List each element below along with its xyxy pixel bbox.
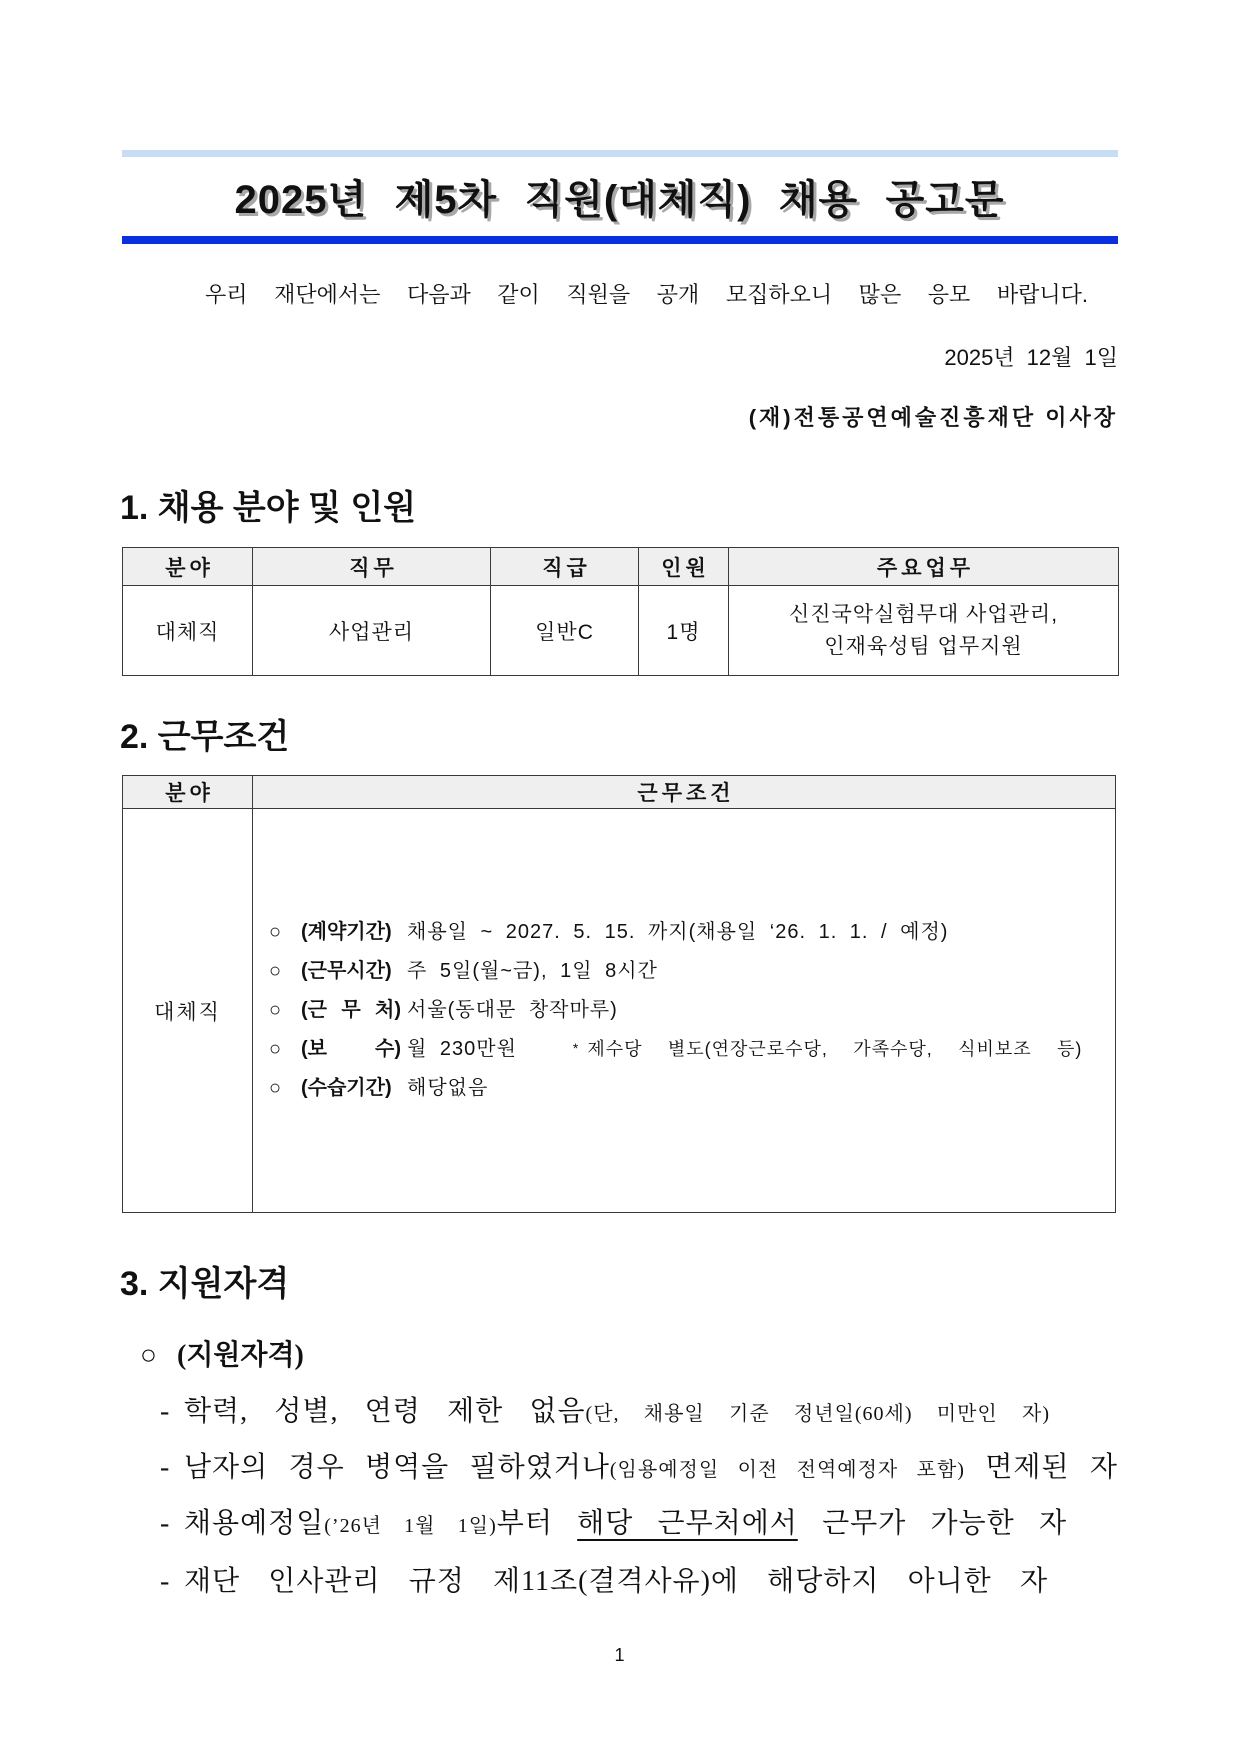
dash-bullet: - xyxy=(160,1396,170,1427)
duty-line: 신진국악실험무대 사업관리, xyxy=(788,602,1059,626)
cell-field: 대체직 xyxy=(123,809,253,1213)
condition-label: (수습기간) xyxy=(301,1077,392,1099)
qualification-note: (’26년 1월 1일) xyxy=(324,1515,497,1537)
section-heading-positions: 1. 채용 분야 및 인원 xyxy=(120,489,417,527)
condition-text: 주 5일(월~금), 1일 8시간 xyxy=(407,960,658,982)
positions-table-header xyxy=(123,548,1119,586)
qualification-item xyxy=(160,1390,1050,1436)
issuer-name: (재)전통공연예술진흥재단 이사장 xyxy=(748,405,1118,430)
title-block xyxy=(0,172,1239,228)
subheading-label: (지원자격) xyxy=(177,1340,304,1371)
condition-contract-period xyxy=(269,913,1115,952)
dash-bullet: - xyxy=(160,1452,170,1483)
condition-text: 해당없음 xyxy=(407,1077,489,1099)
circle-bullet-icon: ○ xyxy=(269,921,283,943)
cell-field: 대체직 xyxy=(123,586,253,676)
qualification-note: (임용예정일 이전 전역예정자 포함) xyxy=(609,1459,965,1481)
positions-table xyxy=(122,547,1119,676)
col-header-job: 직무 xyxy=(253,548,491,586)
title-rule xyxy=(122,236,1118,244)
cell-headcount: 1명 xyxy=(639,586,729,676)
col-header-field: 분야 xyxy=(123,776,253,809)
condition-text: 서울(동대문 창작마루) xyxy=(407,999,618,1021)
col-header-conditions: 근무조건 xyxy=(253,776,1116,809)
cell-job: 사업관리 xyxy=(253,586,491,676)
qualification-text xyxy=(184,1390,1050,1436)
issue-date: 2025년 12월 1일 xyxy=(944,345,1118,370)
col-header-field: 분야 xyxy=(123,548,253,586)
note-asterisk: * xyxy=(572,1040,580,1056)
col-header-headcount: 인원 xyxy=(639,548,729,586)
col-header-grade: 직급 xyxy=(491,548,639,586)
condition-note: 제수당 별도(연장근로수당, 가족수당, 식비보조 등) xyxy=(587,1039,1083,1059)
top-rule xyxy=(122,150,1118,157)
qualification-main: 학력, 성별, 연령 제한 없음 xyxy=(184,1396,586,1427)
cell-duties xyxy=(729,586,1119,676)
circle-bullet-icon: ○ xyxy=(269,1077,283,1099)
table-row xyxy=(123,809,1116,1213)
condition-label: (보 수) xyxy=(301,1038,401,1060)
condition-text: 채용일 ~ 2027. 5. 15. 까지(채용일 ‘26. 1. 1. / 예정) xyxy=(407,921,949,943)
qualifications-subheading xyxy=(140,1334,304,1378)
qualification-item xyxy=(160,1560,1048,1604)
duty-line: 인재육성팀 업무지원 xyxy=(824,634,1023,658)
cell-conditions xyxy=(253,809,1116,1213)
condition-work-hours xyxy=(269,952,1115,991)
circle-bullet-icon: ○ xyxy=(269,1038,283,1060)
conditions-table-header xyxy=(123,776,1116,809)
section-heading-conditions: 2. 근무조건 xyxy=(120,718,290,756)
qualification-item xyxy=(160,1502,1067,1548)
qualification-tail: 근무가 가능한 자 xyxy=(822,1508,1068,1539)
qualification-text xyxy=(184,1560,1048,1604)
document-title: 2025년 제5차 직원(대체직) 채용 공고문 xyxy=(234,178,1005,222)
conditions-list xyxy=(269,913,1115,1108)
section-heading-qualifications: 3. 지원자격 xyxy=(120,1265,290,1303)
conditions-table xyxy=(122,775,1116,1213)
condition-probation xyxy=(269,1069,1115,1108)
dash-bullet: - xyxy=(160,1508,170,1539)
intro-text: 우리 재단에서는 다음과 같이 직원을 공개 모집하오니 많은 응모 바랍니다. xyxy=(205,282,1088,307)
col-header-duties: 주요업무 xyxy=(729,548,1119,586)
qualification-tail: 면제된 자 xyxy=(985,1452,1118,1483)
condition-label: (계약기간) xyxy=(301,921,392,943)
qualification-main: 남자의 경우 병역을 필하였거나 xyxy=(184,1452,610,1483)
qualification-item xyxy=(160,1446,1118,1492)
condition-salary xyxy=(269,1030,1115,1069)
qualification-text xyxy=(184,1446,1118,1492)
condition-label: (근무시간) xyxy=(301,960,392,982)
qualification-main: 재단 인사관리 규정 제11조(결격사유)에 해당하지 아니한 자 xyxy=(184,1566,1048,1597)
qualification-mid: 부터 xyxy=(496,1508,553,1539)
dash-bullet: - xyxy=(160,1566,170,1597)
condition-label: (근 무 처) xyxy=(301,999,401,1021)
circle-bullet-icon: ○ xyxy=(269,960,283,982)
circle-bullet-icon: ○ xyxy=(269,999,283,1021)
circle-bullet-icon: ○ xyxy=(140,1340,157,1371)
table-row xyxy=(123,586,1119,676)
qualification-main: 채용예정일 xyxy=(184,1508,325,1539)
qualification-note: (단, 채용일 기준 정년일(60세) 미만인 자) xyxy=(585,1403,1050,1425)
qualification-text xyxy=(184,1502,1067,1548)
page-number: 1 xyxy=(614,1645,625,1665)
condition-workplace xyxy=(269,991,1115,1030)
condition-text: 월 230만원 xyxy=(407,1038,517,1060)
cell-grade: 일반C xyxy=(491,586,639,676)
qualification-underlined: 해당 근무처에서 xyxy=(577,1508,798,1539)
